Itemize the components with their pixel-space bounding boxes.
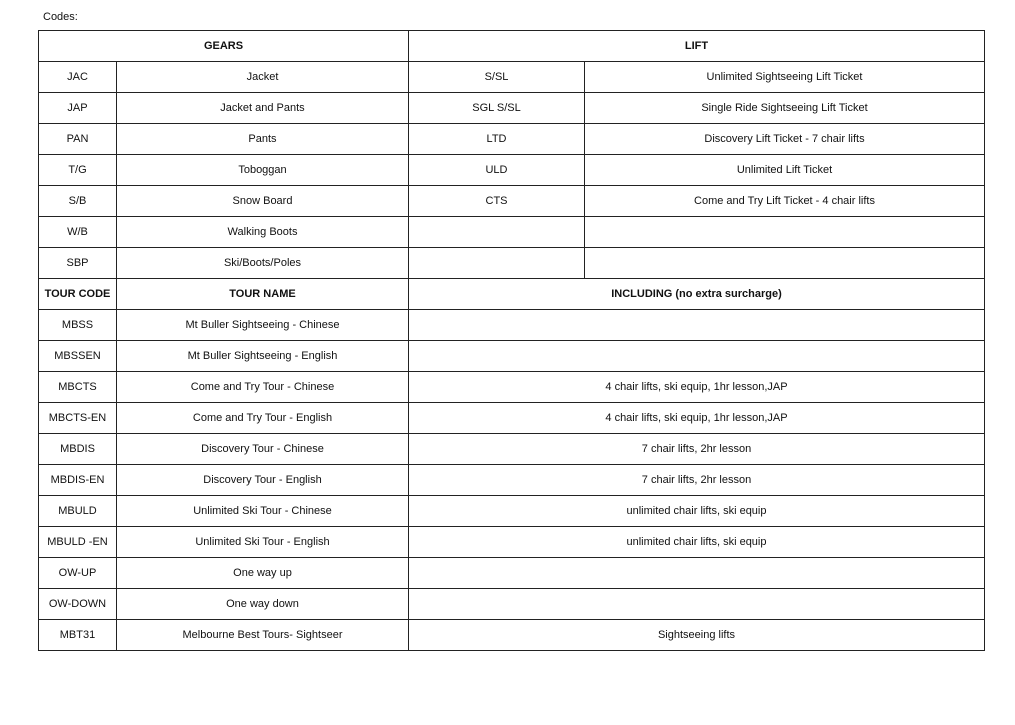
tour-name: One way down <box>117 589 409 620</box>
gear-name: Walking Boots <box>117 217 409 248</box>
tour-name: Mt Buller Sightseeing - Chinese <box>117 310 409 341</box>
tour-row <box>39 434 985 465</box>
gears-header: GEARS <box>39 31 409 62</box>
gear-name: Jacket <box>117 62 409 93</box>
tour-including: 7 chair lifts, 2hr lesson <box>409 465 985 496</box>
gear-name: Ski/Boots/Poles <box>117 248 409 279</box>
tour-code: MBCTS <box>39 372 117 403</box>
lift-name: Single Ride Sightseeing Lift Ticket <box>585 93 985 124</box>
tour-name: Unlimited Ski Tour - Chinese <box>117 496 409 527</box>
tour-including: 7 chair lifts, 2hr lesson <box>409 434 985 465</box>
tour-name: Melbourne Best Tours- Sightseer <box>117 620 409 651</box>
lift-code: S/SL <box>409 62 585 93</box>
lift-code: SGL S/SL <box>409 93 585 124</box>
lift-code <box>409 217 585 248</box>
tour-header-row <box>39 279 985 310</box>
codes-caption: Codes: <box>43 11 78 23</box>
tour-name: Discovery Tour - Chinese <box>117 434 409 465</box>
tour-row <box>39 372 985 403</box>
gear-name: Pants <box>117 124 409 155</box>
gear-row <box>39 186 985 217</box>
tour-row <box>39 341 985 372</box>
including-header: INCLUDING (no extra surcharge) <box>409 279 985 310</box>
gear-code: PAN <box>39 124 117 155</box>
gear-name: Snow Board <box>117 186 409 217</box>
tour-name: Come and Try Tour - English <box>117 403 409 434</box>
gear-code: JAC <box>39 62 117 93</box>
tour-code: MBSS <box>39 310 117 341</box>
lift-name: Discovery Lift Ticket - 7 chair lifts <box>585 124 985 155</box>
gear-row <box>39 93 985 124</box>
tour-row <box>39 589 985 620</box>
tour-including: Sightseeing lifts <box>409 620 985 651</box>
tour-code: MBULD -EN <box>39 527 117 558</box>
tour-code: OW-DOWN <box>39 589 117 620</box>
tour-row <box>39 527 985 558</box>
tour-name-header: TOUR NAME <box>117 279 409 310</box>
tour-including: 4 chair lifts, ski equip, 1hr lesson,JAP <box>409 403 985 434</box>
gear-row <box>39 124 985 155</box>
tour-code: MBULD <box>39 496 117 527</box>
lift-name: Come and Try Lift Ticket - 4 chair lifts <box>585 186 985 217</box>
tour-code: MBT31 <box>39 620 117 651</box>
tour-code-header: TOUR CODE <box>39 279 117 310</box>
tour-code: MBCTS-EN <box>39 403 117 434</box>
tour-code: MBDIS-EN <box>39 465 117 496</box>
gear-row <box>39 248 985 279</box>
lift-header: LIFT <box>409 31 985 62</box>
gear-row <box>39 62 985 93</box>
tour-code: OW-UP <box>39 558 117 589</box>
tour-including <box>409 589 985 620</box>
tour-row <box>39 310 985 341</box>
lift-name <box>585 248 985 279</box>
gear-code: T/G <box>39 155 117 186</box>
lift-code: CTS <box>409 186 585 217</box>
gear-name: Toboggan <box>117 155 409 186</box>
gear-code: S/B <box>39 186 117 217</box>
tour-code: MBSSEN <box>39 341 117 372</box>
tour-name: Discovery Tour - English <box>117 465 409 496</box>
gear-name: Jacket and Pants <box>117 93 409 124</box>
tour-name: Unlimited Ski Tour - English <box>117 527 409 558</box>
tour-including <box>409 558 985 589</box>
gear-code: SBP <box>39 248 117 279</box>
lift-code: LTD <box>409 124 585 155</box>
tour-including: unlimited chair lifts, ski equip <box>409 496 985 527</box>
lift-name: Unlimited Lift Ticket <box>585 155 985 186</box>
lift-name: Unlimited Sightseeing Lift Ticket <box>585 62 985 93</box>
tour-code: MBDIS <box>39 434 117 465</box>
lift-code <box>409 248 585 279</box>
tour-including: 4 chair lifts, ski equip, 1hr lesson,JAP <box>409 372 985 403</box>
gear-code: JAP <box>39 93 117 124</box>
tour-row <box>39 403 985 434</box>
gear-code: W/B <box>39 217 117 248</box>
lift-name <box>585 217 985 248</box>
tour-name: One way up <box>117 558 409 589</box>
tour-including <box>409 310 985 341</box>
section-header-row <box>39 31 985 62</box>
gear-row <box>39 217 985 248</box>
tour-name: Come and Try Tour - Chinese <box>117 372 409 403</box>
tour-including: unlimited chair lifts, ski equip <box>409 527 985 558</box>
gear-row <box>39 155 985 186</box>
tour-row <box>39 465 985 496</box>
tour-row <box>39 496 985 527</box>
tour-name: Mt Buller Sightseeing - English <box>117 341 409 372</box>
tour-row <box>39 558 985 589</box>
codes-table <box>38 30 985 651</box>
tour-row <box>39 620 985 651</box>
tour-including <box>409 341 985 372</box>
lift-code: ULD <box>409 155 585 186</box>
